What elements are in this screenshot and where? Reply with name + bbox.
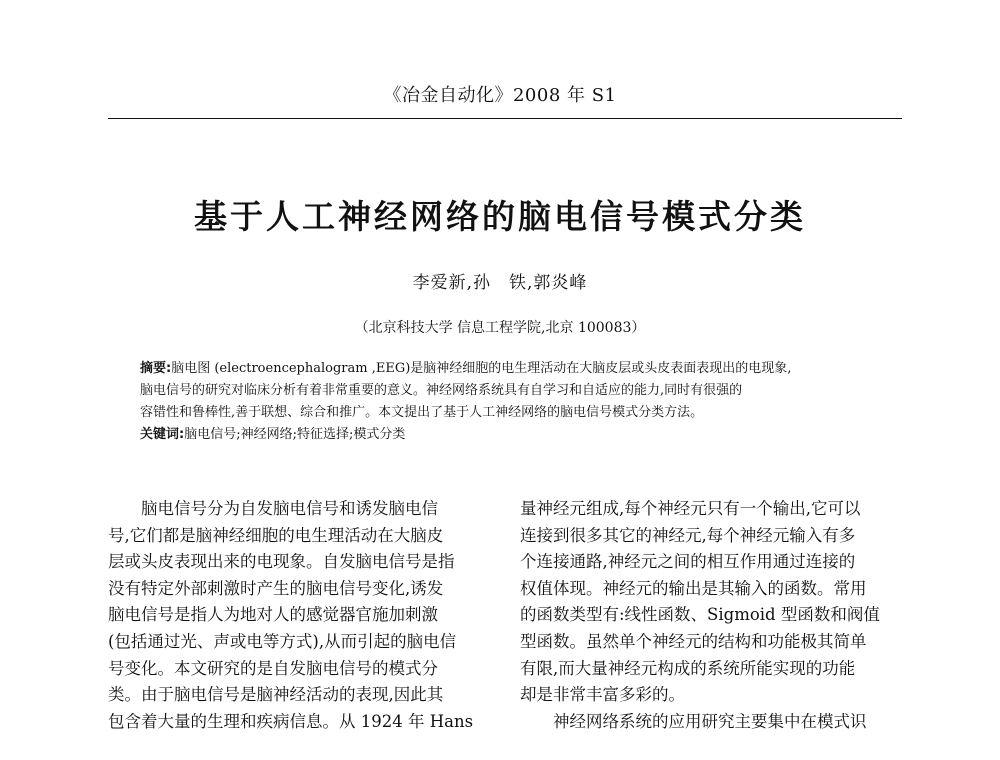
affiliation: （北京科技大学 信息工程学院,北京 100083）: [354, 320, 646, 336]
keywords-text: 脑电信号;神经网络;特征选择;模式分类: [184, 427, 406, 442]
keywords-label: 关键词:: [140, 427, 185, 442]
body-line: 型函数。虽然单个神经元的结构和功能极其简单: [520, 631, 867, 651]
journal-header: 《冶金自动化》2008 年 S1: [383, 85, 617, 106]
body-line: 量神经元组成,每个神经元只有一个输出,它可以: [520, 499, 861, 518]
body-line: 神经网络系统的应用研究主要集中在模式识: [553, 711, 867, 731]
body-line: 类。由于脑电信号是脑神经活动的表现,因此其: [108, 685, 444, 705]
body-line: 脑电信号分为自发脑电信号和诱发脑电信: [141, 499, 438, 518]
abstract-line-3: 容错性和鲁棒性,善于联想、综合和推广。本文提出了基于人工神经网络的脑电信号模式分类方法。: [140, 405, 704, 420]
paper-title: 基于人工神经网络的脑电信号模式分类: [194, 197, 806, 236]
body-line: 号变化。本文研究的是自发脑电信号的模式分: [108, 658, 438, 678]
body-line: 脑电信号是指人为地对人的感觉器官施加刺激: [108, 605, 438, 625]
authors: 李爱新,孙 铁,郭炎峰: [412, 273, 588, 293]
body-line: 有限,而大量神经元构成的系统所能实现的功能: [520, 658, 856, 678]
body-line: 包含着大量的生理和疾病信息。从 1924 年 Hans: [108, 711, 474, 731]
abstract-block: [140, 358, 868, 446]
abstract-line-2: 脑电信号的研究对临床分析有着非常重要的意义。神经网络系统具有自学习和自适应的能力,同时有很强的: [140, 383, 743, 398]
body-line: (包括通过光、声或电等方式),从而引起的脑电信: [108, 631, 457, 651]
body-line: 号,它们都是脑神经细胞的电生理活动在大脑皮: [108, 525, 444, 545]
body-line: 却是非常丰富多彩的。: [520, 685, 685, 705]
body-line: 没有特定外部刺激时产生的脑电信号变化,诱发: [108, 578, 444, 598]
body-column-left: [108, 496, 490, 735]
keywords-line: [140, 424, 868, 446]
body-line: 个连接通路,神经元之间的相互作用通过连接的: [520, 552, 856, 572]
abstract-label: 摘要:: [140, 361, 172, 376]
header-rule: [108, 118, 902, 119]
body-line: 连接到很多其它的神经元,每个神经元输入有多: [520, 525, 856, 545]
body-line: 权值体现。神经元的输出是其输入的函数。常用: [520, 578, 867, 598]
body-line: 层或头皮表现出来的电现象。自发脑电信号是指: [108, 552, 455, 572]
body-line: 的函数类型有:线性函数、Sigmoid 型函数和阀值: [520, 605, 880, 625]
abstract-line-1: [140, 358, 868, 380]
body-column-right: [520, 496, 902, 735]
abstract-text: 脑电图 (electroencephalogram ,EEG)是脑神经细胞的电生理活动在大脑皮层或头皮表面表现出的电现象,: [171, 361, 792, 376]
